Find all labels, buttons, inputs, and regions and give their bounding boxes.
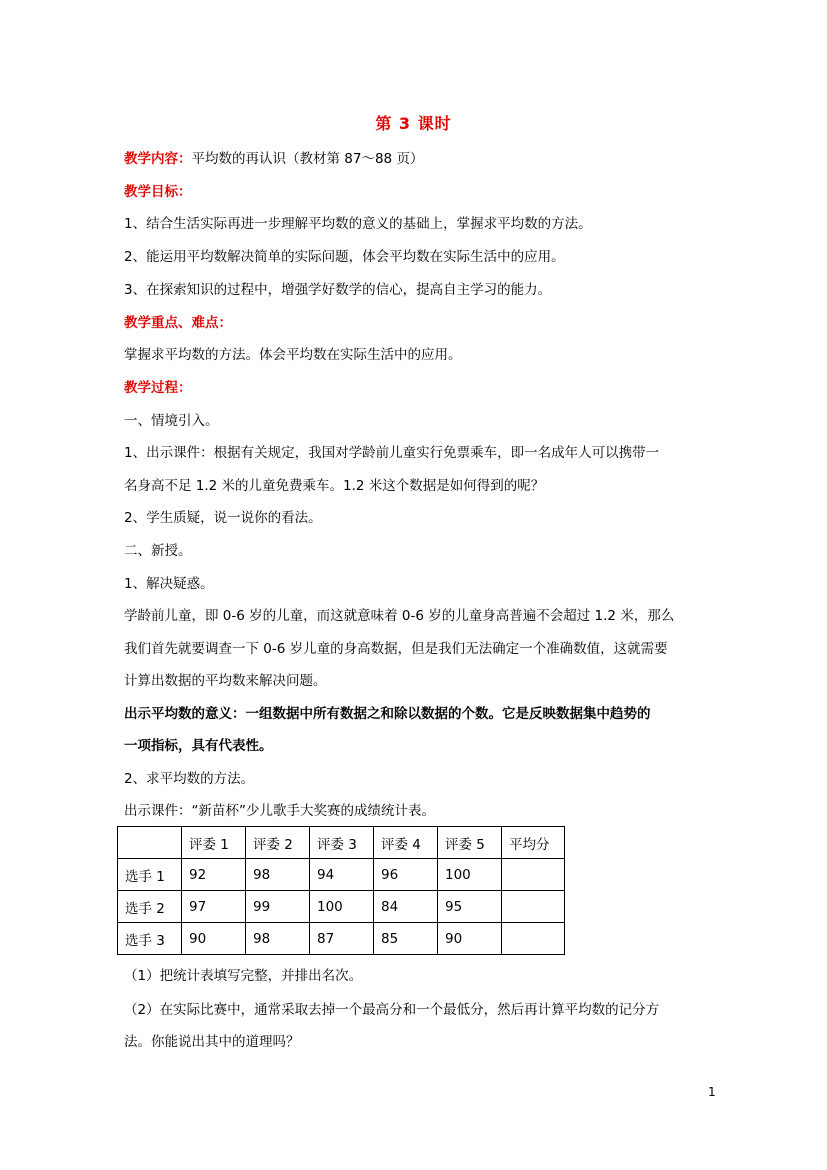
content-line — [124, 149, 714, 169]
goal-item-3: 3、在探索知识的过程中，增强学好数学的信心，提高自主学习的能力。 — [124, 282, 552, 298]
content-text: 平均数的再认识（教材第 87～88 页） — [191, 151, 424, 167]
table-cell: 97 — [182, 891, 246, 923]
intro-item-1a: 1、出示课件：根据有关规定，我国对学龄前儿童实行免票乘车，即一名成年人可以携带一 — [124, 445, 660, 461]
keypoints-text: 掌握求平均数的方法。体会平均数在实际生活中的应用。 — [124, 347, 462, 363]
table-cell: 选手 3 — [118, 923, 182, 955]
table-cell — [502, 859, 565, 891]
table-cell: 94 — [310, 859, 374, 891]
section-intro: 一、情境引入。 — [124, 413, 219, 429]
table-cell: 95 — [438, 891, 502, 923]
paragraph-line-2: 我们首先就要调查一下 0-6 岁儿童的身高数据，但是我们无法确定一个准确数值，这就需要 — [124, 641, 668, 657]
table-header-cell: 评委 5 — [438, 827, 502, 859]
table-header-cell: 评委 1 — [182, 827, 246, 859]
table-header-row — [118, 827, 565, 859]
table-header-cell: 平均分 — [502, 827, 565, 859]
definition-line-2: 一项指标，具有代表性。 — [124, 738, 273, 754]
table-cell: 99 — [246, 891, 310, 923]
paragraph-line-1: 学龄前儿童，即 0-6 岁的儿童，而这就意味着 0-6 岁的儿童身高普遍不会超过 1.2 米，那么 — [124, 608, 675, 624]
table-cell: 100 — [310, 891, 374, 923]
goals-heading: 教学目标： — [124, 184, 192, 200]
table-cell: 98 — [246, 859, 310, 891]
table-header-cell: 评委 2 — [246, 827, 310, 859]
table-cell: 87 — [310, 923, 374, 955]
table-cell: 84 — [374, 891, 438, 923]
table-cell: 98 — [246, 923, 310, 955]
question-2a: （2）在实际比赛中，通常采取去掉一个最高分和一个最低分，然后再计算平均数的记分方 — [124, 1002, 660, 1018]
table-cell: 90 — [182, 923, 246, 955]
score-table — [117, 826, 565, 955]
table-cell — [502, 923, 565, 955]
new-item-1: 1、解决疑惑。 — [124, 576, 214, 592]
intro-item-2: 2、学生质疑，说一说你的看法。 — [124, 510, 322, 526]
goal-item-1: 1、结合生活实际再进一步理解平均数的意义的基础上，掌握求平均数的方法。 — [124, 216, 592, 232]
content-label: 教学内容： — [124, 151, 192, 167]
question-2b: 法。你能说出其中的道理吗？ — [124, 1034, 300, 1050]
table-cell — [502, 891, 565, 923]
section-new: 二、新授。 — [124, 543, 192, 559]
table-header-cell — [118, 827, 182, 859]
definition-line-1: 出示平均数的意义：一组数据中所有数据之和除以数据的个数。它是反映数据集中趋势的 — [124, 706, 651, 722]
table-cell: 90 — [438, 923, 502, 955]
table-cell: 选手 2 — [118, 891, 182, 923]
intro-item-1b: 名身高不足 1.2 米的儿童免费乘车。1.2 米这个数据是如何得到的呢？ — [124, 478, 545, 494]
table-cell: 100 — [438, 859, 502, 891]
new-item-2: 2、求平均数的方法。 — [124, 771, 255, 787]
table-header-cell: 评委 4 — [374, 827, 438, 859]
question-1: （1）把统计表填写完整，并排出名次。 — [124, 968, 363, 984]
table-row — [118, 859, 565, 891]
courseware-line: 出示课件：“新苗杯”少儿歌手大奖赛的成绩统计表。 — [124, 803, 435, 819]
table-cell: 85 — [374, 923, 438, 955]
table-cell: 96 — [374, 859, 438, 891]
table-cell: 选手 1 — [118, 859, 182, 891]
keypoints-heading: 教学重点、难点： — [124, 315, 232, 331]
paragraph-line-3: 计算出数据的平均数来解决问题。 — [124, 673, 327, 689]
page-title: 第 3 课时 — [375, 114, 452, 133]
goal-item-2: 2、能运用平均数解决简单的实际问题，体会平均数在实际生活中的应用。 — [124, 249, 565, 265]
table-row — [118, 923, 565, 955]
table-header-cell: 评委 3 — [310, 827, 374, 859]
table-row — [118, 891, 565, 923]
process-heading: 教学过程： — [124, 380, 192, 396]
page-number: 1 — [708, 1085, 716, 1099]
table-cell: 92 — [182, 859, 246, 891]
